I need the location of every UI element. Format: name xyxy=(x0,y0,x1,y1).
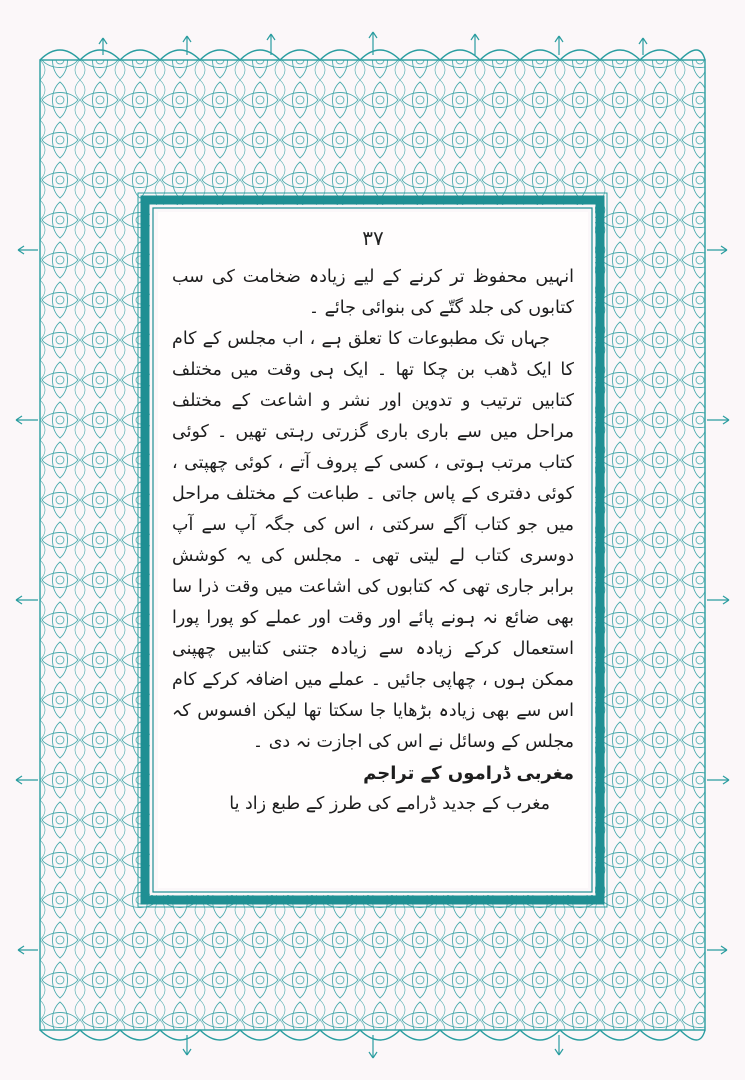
section-heading: مغربی ڈراموں کے تراجم xyxy=(363,763,574,784)
paragraph-2: جہاں تک مطبوعات کا تعلق ہے ، اب مجلس کے کام کا ایک ڈھب بن چکا تھا ۔ ایک ہی وقت میں مختلف کتابیں ترتیب و تدوین اور نشر و اشاعت کے مختلف مراحل میں سے باری باری گزرتی رہتی تھیں ۔ کوئی کتاب مرتب ہوتی ، کسی کے پروف آتے ، کوئی چھپتی ، کوئی دفتری کے پاس جاتی ۔ طباعت کے مختلف مراحل میں جو کتاب آگے سرکتی ، اس کی جگہ آپ سے آپ دوسری کتاب لے لیتی تھی ۔ مجلس کی یہ کوشش برابر جاری تھی کہ کتابوں کی اشاعت میں وقت ذرا سا بھی ضائع نہ ہونے پائے اور وقت اور عملے کو پورا پورا استعمال کرکے زیادہ سے زیادہ جتنی کتابیں چھپنی ممکن ہوں ، چھاپی جائیں ۔ عملے میں اضافہ کرکے کام اس سے بھی زیادہ بڑھایا جا سکتا تھا لیکن افسوس کہ مجلس کے وسائل نے اس کی اجازت نہ دی ۔ xyxy=(172,329,574,752)
text-panel xyxy=(158,212,588,888)
body-text xyxy=(172,262,574,820)
page-number: ٣٧ xyxy=(362,226,384,250)
paragraph-3: مغرب کے جدید ڈرامے کی طرز کے طبع زاد یا xyxy=(229,794,550,814)
paragraph-1: انہیں محفوظ تر کرنے کے لیے زیادہ ضخامت کی سب کتابوں کی جلد گتّے کی بنوائی جائے ۔ xyxy=(172,267,574,318)
